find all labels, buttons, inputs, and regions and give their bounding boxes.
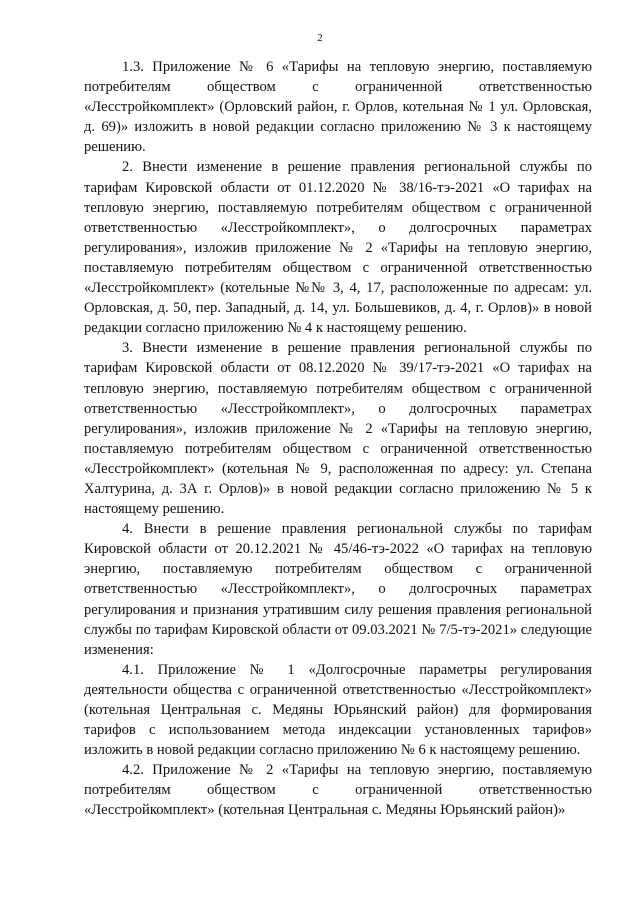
paragraph-2: 2. Внести изменение в решение правления региональной службы по тарифам Кировской области от 01.12.2020 № 38/16-тэ-2021 «О тарифах на тепловую энергию, поставляемую потребителям обществом с ограниченной ответственностью «Лесстройкомплект», о долгосрочных параметрах регулирования», изложив приложение № 2 «Тарифы на тепловую энергию, поставляемую потребителям обществом с ограниченной ответственностью «Лесстройкомплект» (котельные №№ 3, 4, 17, расположенные по адресам: ул. Орловская, д. 50, пер. Западный, д. 14, ул. Большевиков, д. 4, г. Орлов)» в новой редакции согласно приложению № 4 к настоящему решению. [84, 159, 592, 337]
document-body [84, 57, 592, 821]
paragraph-4-1: 4.1. Приложение № 1 «Долгосрочные параметры регулирования деятельности общества с ограниченной ответственностью «Лесстройкомплект» (котельная Центральная с. Медяны Юрьянский район) для формирования тарифов с использованием метода индексации установленных тарифов» изложить в новой редакции согласно приложению № 6 к настоящему решению. [84, 661, 592, 759]
paragraph-4: 4. Внести в решение правления региональной службы по тарифам Кировской области от 20.12.2021 № 45/46-тэ-2022 «О тарифах на тепловую энергию, поставляемую потребителям обществом с ограниченной ответственностью «Лесстройкомплект», о долгосрочных параметрах регулирования и признания утратившим силу решения правления региональной службы по тарифам Кировской области от 09.03.2021 № 7/5-тэ-2021» следующие изменения: [84, 521, 592, 658]
page-number: 2 [317, 32, 323, 44]
paragraph-1-3: 1.3. Приложение № 6 «Тарифы на тепловую энергию, поставляемую потребителям обществом с ограниченной ответственностью «Лесстройкомплект» (Орловский район, г. Орлов, котельная № 1 ул. Орловская, д. 69)» изложить в новой редакции согласно приложению № 3 к настоящему решению. [84, 59, 592, 156]
paragraph-4-2: 4.2. Приложение № 2 «Тарифы на тепловую энергию, поставляемую потребителям обществом с ограниченной ответственностью «Лесстройкомплект» (котельная Центральная с. Медяны Юрьянский район)» [84, 762, 592, 819]
paragraph-3: 3. Внести изменение в решение правления региональной службы по тарифам Кировской области от 08.12.2020 № 39/17-тэ-2021 «О тарифах на тепловую энергию, поставляемую потребителям обществом с ограниченной ответственностью «Лесстройкомплект», о долгосрочных параметрах регулирования», изложив приложение № 2 «Тарифы на тепловую энергию, поставляемую потребителям обществом с ограниченной ответственностью «Лесстройкомплект» (котельная № 9, расположенная по адресу: ул. Степана Халтурина, д. 3А г. Орлов)» в новой редакции согласно приложению № 5 к настоящему решению. [84, 340, 592, 518]
